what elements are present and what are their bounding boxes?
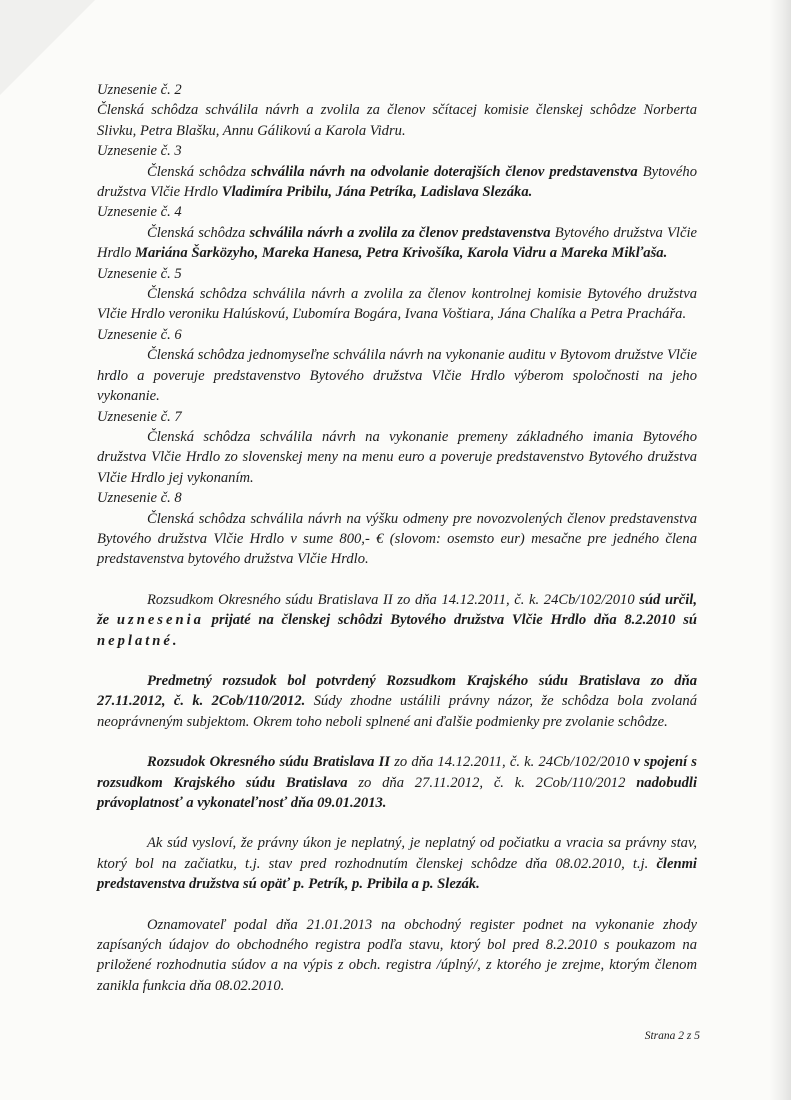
text-segment: Členská schôdza [147,163,252,180]
text-segment: Členská schôdza schválila návrh a zvolila za členov sčítacej komisie členskej schôdze Norberta Slivku, Petra Blašku, Annu Gálikovú a Karola Vidru. [97,102,697,139]
resolution-heading: Uznesenie č. 4 [97,204,182,221]
bold-text-segment: Vladimíra Pribilu, Jána Petríka, Ladislava Slezáka. [221,184,533,201]
bold-text-segment: neplatné [97,632,173,649]
bold-text-segment: . [172,632,177,649]
paragraph-spacer [97,895,697,915]
text-segment: Členská schôdza schválila návrh na vykonanie premeny základného imania Bytového družstva Vlčie Hrdlo zo slovenskej meny na menu euro a poveruje predstavenstvo Bytového družstva Vlčie Hrdlo jej vykonaním. [97,428,697,486]
resolution-text [97,223,697,264]
resolution-text [97,162,697,203]
text-segment: Bytového družstva Vlčie Hrdlo [97,224,697,262]
resolution-heading: Uznesenie č. 5 [97,265,182,282]
text-segment: Bytového družstva Vlčie Hrdlo [97,163,697,201]
paragraph-spacer [97,570,697,590]
resolution-text [97,509,697,570]
resolution-text [97,427,697,488]
resolution-heading: Uznesenie č. 8 [97,490,182,507]
resolution-text [97,284,697,325]
bold-text-segment: schválila návrh na odvolanie doterajších členov predstavenstva [251,163,638,180]
page-corner-fold [0,0,95,95]
text-segment: zo dňa 27.11.2012, č. k. 2Cob/110/2012 [347,774,637,791]
text-segment: Členská schôdza schválila návrh na výšku odmeny pre novozvolených členov predstavenstva Bytového družstva Vlčie Hrdlo v sume 800,- € (slovom: osemsto eur) mesačne pre jedného člena predstavenstva bytového družstva Vlčie Hrdlo. [97,510,697,568]
paragraph-spacer [97,732,697,752]
page-edge-shadow [769,0,791,1100]
body-paragraph [97,752,697,813]
bold-text-segment: nadobudli právoplatnosť a vykonateľnosť dňa 09.01.2013. [97,774,698,811]
bold-text-segment: súd určil, že [97,591,697,629]
paragraph-spacer [97,651,697,671]
body-paragraph [97,590,697,651]
resolution-heading: Uznesenie č. 3 [97,143,182,160]
text-segment: Členská schôdza [147,224,250,241]
resolutions-list [97,80,697,570]
bold-text-segment: uznesenia [116,612,204,629]
resolution-text [97,100,697,141]
bold-text-segment: schválila návrh a zvolila za členov predstavenstva [249,224,551,241]
text-segment: Rozsudkom Okresného súdu Bratislava II zo dňa 14.12.2011, č. k. 24Cb/102/2010 [147,591,640,608]
page-number: Strana 2 z 5 [644,1030,700,1042]
resolution-heading: Uznesenie č. 6 [97,326,182,343]
bold-text-segment: Mariána Šarközyho, Mareka Hanesa, Petra Krivošíka, Karola Vidru a Mareka Mikľaša. [134,245,668,262]
text-segment: zo dňa 14.12.2011, č. k. 24Cb/102/2010 [390,754,634,771]
document-body [97,80,697,996]
bold-text-segment: Predmetný rozsudok bol potvrdený Rozsudkom Krajského súdu Bratislava zo dňa 27.11.2012, č. k. 2Cob/110/2012. [97,672,697,710]
text-segment: Členská schôdza schválila návrh a zvolila za členov kontrolnej komisie Bytového družstva Vlčie Hrdlo veroniku Halúskovú, Ľubomíra Bogára, Ivana Voštiara, Jána Chalíka a Petra Prachářa. [97,286,697,323]
court-decision-paragraphs [97,570,697,997]
text-segment: Oznamovateľ podal dňa 21.01.2013 na obchodný register podnet na vykonanie zhody zapísaných údajov do obchodného registra podľa stavu, ktorý bol pred 8.2.2010 s poukazom na priložené rozhodnutia súdov a na výpis z obch. registra /úplný/, z ktorého je zrejme, ktorým členom zanikla funkcia dňa 08.02.2010. [97,916,697,994]
body-paragraph [97,833,697,894]
resolution-heading: Uznesenie č. 7 [97,408,182,425]
text-segment: Členská schôdza jednomyseľne schválila návrh na vykonanie auditu v Bytovom družstve Vlčie hrdlo a poveruje predstavenstvo Bytového družstva Vlčie Hrdlo výberom spoločnosti na jeho vykonanie. [97,347,697,405]
bold-text-segment: členmi predstavenstva družstva sú opäť p. Petrík, p. Pribila a p. Slezák. [97,855,697,893]
resolution-heading: Uznesenie č. 2 [97,82,182,98]
bold-text-segment: Rozsudok Okresného súdu Bratislava II [147,754,391,771]
body-paragraph [97,671,697,732]
paragraph-spacer [97,813,697,833]
resolution-text [97,345,697,406]
text-segment: Súdy zhodne ustálili právny názor, že schôdza bola zvolaná neoprávneným subjektom. Okrem toho neboli splnené ani ďalšie podmienky pre zvolanie schôdze. [97,693,697,730]
body-paragraph [97,915,697,997]
text-segment: Ak súd vysloví, že právny úkon je neplatný, je neplatný od počiatku a vracia sa právny stav, ktorý bol na začiatku, t.j. stav pred rozhodnutím členskej schôdze dňa 08.02.2010, t.j. [97,835,697,872]
bold-text-segment: prijaté na členskej schôdzi Bytového družstva Vlčie Hrdlo dňa 8.2.2010 sú [203,612,697,629]
bold-text-segment: v spojení s rozsudkom Krajského súdu Bratislava [97,754,697,791]
